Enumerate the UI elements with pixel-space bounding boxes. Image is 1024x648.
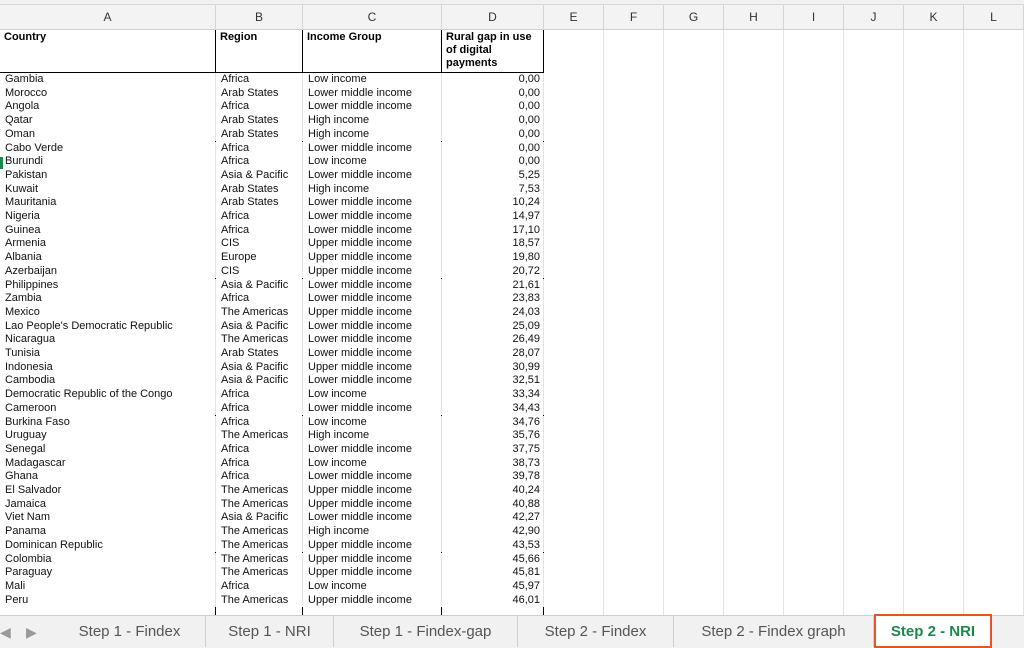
column-header-d[interactable]: D [442,5,544,29]
cell-country[interactable]: El Salvador [0,484,216,498]
cell-region[interactable]: The Americas [216,333,303,347]
cell-income[interactable]: Lower middle income [303,210,442,224]
column-header-b[interactable]: B [216,5,303,29]
cell-gap[interactable]: 19,80 [442,251,544,265]
column-header-c[interactable]: C [303,5,442,29]
table-row [0,155,1024,169]
cell-income[interactable]: High income [303,525,442,539]
table-row [0,580,1024,594]
table-row [0,498,1024,512]
cell-gap[interactable]: 43,53 [442,539,544,553]
cell-country[interactable]: Angola [0,100,216,114]
table-row [0,553,1024,567]
cell-income[interactable]: Lower middle income [303,443,442,457]
cell-gap[interactable]: 20,72 [442,265,544,279]
cell-income[interactable]: High income [303,429,442,443]
cell-gap[interactable]: 18,57 [442,237,544,251]
cell-gap[interactable]: 38,73 [442,457,544,471]
cell-country[interactable]: Ghana [0,470,216,484]
cell-region[interactable]: Africa [216,388,303,402]
cell-income[interactable]: Lower middle income [303,333,442,347]
cell-gap[interactable]: 30,99 [442,361,544,375]
cell-gap[interactable]: 17,10 [442,224,544,238]
prev-sheet-icon[interactable]: ◀ [0,624,11,640]
table-row [0,73,1024,87]
cell-country[interactable]: Panama [0,525,216,539]
cell-country[interactable]: Nicaragua [0,333,216,347]
cell-region[interactable]: Arab States [216,87,303,101]
cell-income[interactable]: Lower middle income [303,292,442,306]
table-row [0,457,1024,471]
cell-region[interactable]: Africa [216,142,303,156]
cell-gap[interactable]: 14,97 [442,210,544,224]
cell-gap[interactable]: 45,66 [442,553,544,567]
cell-country[interactable]: Democratic Republic of the Congo [0,388,216,402]
cell-country[interactable]: Senegal [0,443,216,457]
cell-region[interactable]: Africa [216,402,303,416]
cell-country[interactable]: Gambia [0,73,216,87]
cell-region[interactable]: Arab States [216,128,303,142]
cell-country[interactable]: Mauritania [0,196,216,210]
cell-region[interactable]: The Americas [216,566,303,580]
table-row [0,594,1024,608]
sheet-tab-step-1-nri[interactable]: Step 1 - NRI [206,616,334,647]
table-row [0,361,1024,375]
sheet-tab-step-1-findex[interactable]: Step 1 - Findex [54,616,206,647]
cell-region[interactable]: The Americas [216,553,303,567]
cell-gap[interactable]: 0,00 [442,155,544,169]
table-row [0,251,1024,265]
cell-income[interactable]: High income [303,114,442,128]
cell-gap[interactable]: 46,01 [442,594,544,608]
cell-gap[interactable]: 7,53 [442,183,544,197]
cell-region[interactable]: Arab States [216,196,303,210]
cell-country[interactable]: Uruguay [0,429,216,443]
column-header-e[interactable]: E [544,5,604,29]
cell-income[interactable]: Low income [303,73,442,87]
table-row [0,292,1024,306]
cell-income[interactable]: Lower middle income [303,142,442,156]
cell-income[interactable]: Lower middle income [303,87,442,101]
cell-income[interactable]: Lower middle income [303,196,442,210]
header-income-group[interactable]: Income Group [303,30,442,73]
cell-income[interactable]: Lower middle income [303,169,442,183]
cell-gap[interactable]: 0,00 [442,73,544,87]
cell-region[interactable]: Africa [216,155,303,169]
cell-country[interactable]: Mexico [0,306,216,320]
cell-region[interactable]: Arab States [216,347,303,361]
cell-income[interactable]: Upper middle income [303,539,442,553]
cell-gap[interactable]: 26,49 [442,333,544,347]
cell-gap[interactable]: 34,76 [442,416,544,430]
column-header-j[interactable]: J [844,5,904,29]
cell-gap[interactable]: 42,90 [442,525,544,539]
cell-gap[interactable]: 33,34 [442,388,544,402]
column-header-bar [0,5,1024,30]
cell-gap[interactable]: 0,00 [442,100,544,114]
cell-country[interactable]: Burundi [0,155,216,169]
cell-gap[interactable]: 23,83 [442,292,544,306]
cell-income[interactable]: Low income [303,155,442,169]
cell-gap[interactable]: 25,09 [442,320,544,334]
column-header-k[interactable]: K [904,5,964,29]
cell-region[interactable]: The Americas [216,594,303,608]
cell-region[interactable]: Asia & Pacific [216,374,303,388]
cell-region[interactable]: The Americas [216,525,303,539]
cell-region[interactable]: Africa [216,210,303,224]
table-row [0,511,1024,525]
column-header-h[interactable]: H [724,5,784,29]
cell-income[interactable]: Low income [303,457,442,471]
table-row [0,566,1024,580]
cell-country[interactable]: Pakistan [0,169,216,183]
table-row [0,347,1024,361]
cell-gap[interactable]: 0,00 [442,128,544,142]
table-row [0,142,1024,156]
table-row [0,114,1024,128]
cell-region[interactable]: Europe [216,251,303,265]
cell-income[interactable]: Upper middle income [303,553,442,567]
cell-income[interactable]: Lower middle income [303,100,442,114]
column-header-i[interactable]: I [784,5,844,29]
cell-income[interactable]: Upper middle income [303,251,442,265]
cell-region[interactable]: Africa [216,443,303,457]
cell-gap[interactable]: 42,27 [442,511,544,525]
cell-country[interactable]: Nigeria [0,210,216,224]
cell-region[interactable]: Africa [216,580,303,594]
cell-income[interactable]: Lower middle income [303,374,442,388]
cell-country[interactable]: Guinea [0,224,216,238]
cell-gap[interactable]: 45,97 [442,580,544,594]
cell-region[interactable]: CIS [216,237,303,251]
cell-gap[interactable]: 32,51 [442,374,544,388]
cell-income[interactable]: Upper middle income [303,265,442,279]
cell-region[interactable]: The Americas [216,306,303,320]
cell-income[interactable]: Upper middle income [303,237,442,251]
cell-income[interactable]: Lower middle income [303,470,442,484]
table-row [0,196,1024,210]
cell-income[interactable]: High income [303,128,442,142]
cell-country[interactable]: Qatar [0,114,216,128]
table-row [0,100,1024,114]
table-row [0,416,1024,430]
cell-income[interactable]: Upper middle income [303,484,442,498]
cell-income[interactable]: Low income [303,416,442,430]
cell-gap[interactable]: 21,61 [442,279,544,293]
table-row [0,128,1024,142]
table-row [0,443,1024,457]
cell-income[interactable]: Low income [303,580,442,594]
cell-income[interactable]: Upper middle income [303,306,442,320]
cell-country[interactable]: Albania [0,251,216,265]
table-row [0,237,1024,251]
cell-country[interactable]: Cambodia [0,374,216,388]
table-row [0,306,1024,320]
cell-gap[interactable]: 45,81 [442,566,544,580]
header-country[interactable]: Country [0,30,216,73]
cell-income[interactable]: Low income [303,388,442,402]
cell-country[interactable]: Viet Nam [0,511,216,525]
table-row [0,183,1024,197]
cell-country[interactable]: Oman [0,128,216,142]
cell-country[interactable]: Cameroon [0,402,216,416]
cell-region[interactable]: Asia & Pacific [216,279,303,293]
cell-country[interactable]: Tunisia [0,347,216,361]
header-region[interactable]: Region [216,30,303,73]
cell-country[interactable]: Armenia [0,237,216,251]
table-row [0,265,1024,279]
sheet-tab-step-2-findex-graph[interactable]: Step 2 - Findex graph [674,616,874,647]
table-row [0,402,1024,416]
cell-income[interactable]: Lower middle income [303,347,442,361]
table-row [0,539,1024,553]
cell-country[interactable]: Mali [0,580,216,594]
cell-income[interactable]: Lower middle income [303,511,442,525]
cell-gap[interactable]: 5,25 [442,169,544,183]
cell-region[interactable]: Africa [216,224,303,238]
table-row [0,169,1024,183]
table-row [0,374,1024,388]
cell-region[interactable]: Africa [216,73,303,87]
table-row [0,484,1024,498]
cell-country[interactable]: Philippines [0,279,216,293]
cell-region[interactable]: Asia & Pacific [216,361,303,375]
cell-region[interactable]: Africa [216,470,303,484]
cell-region[interactable]: The Americas [216,429,303,443]
cell-income[interactable]: High income [303,183,442,197]
cell-income[interactable]: Upper middle income [303,498,442,512]
table-row [0,388,1024,402]
table-row [0,525,1024,539]
cell-region[interactable]: The Americas [216,484,303,498]
next-sheet-icon[interactable]: ▶ [26,624,37,640]
cell-gap[interactable]: 28,07 [442,347,544,361]
cell-income[interactable]: Lower middle income [303,279,442,293]
cell-region[interactable]: Africa [216,100,303,114]
cell-gap[interactable]: 40,24 [442,484,544,498]
cell-region[interactable]: The Americas [216,498,303,512]
cell-country[interactable]: Morocco [0,87,216,101]
cell-country[interactable]: Burkina Faso [0,416,216,430]
table-row [0,470,1024,484]
cell-gap[interactable]: 24,03 [442,306,544,320]
cell-country[interactable]: Jamaica [0,498,216,512]
cell-income[interactable]: Upper middle income [303,361,442,375]
spreadsheet-grid[interactable] [0,30,1024,615]
cell-gap[interactable]: 0,00 [442,87,544,101]
cell-region[interactable]: Africa [216,416,303,430]
cell-region[interactable]: Africa [216,457,303,471]
cell-country[interactable]: Peru [0,594,216,608]
cell-country[interactable]: Indonesia [0,361,216,375]
table-row [0,87,1024,101]
cell-gap[interactable]: 34,43 [442,402,544,416]
cell-region[interactable]: Asia & Pacific [216,320,303,334]
column-header-a[interactable]: A [0,5,216,29]
table-row [0,224,1024,238]
cell-income[interactable]: Upper middle income [303,594,442,608]
cell-country[interactable]: Azerbaijan [0,265,216,279]
cell-region[interactable]: Asia & Pacific [216,169,303,183]
cell-region[interactable]: Africa [216,292,303,306]
cell-country[interactable]: Kuwait [0,183,216,197]
column-header-f[interactable]: F [604,5,664,29]
row-cursor-marker [0,157,3,169]
cell-gap[interactable]: 0,00 [442,114,544,128]
cell-region[interactable]: Arab States [216,183,303,197]
cell-gap[interactable]: 37,75 [442,443,544,457]
cell-country[interactable]: Paraguay [0,566,216,580]
cell-country[interactable]: Colombia [0,553,216,567]
cell-region[interactable]: Asia & Pacific [216,511,303,525]
table-row [0,429,1024,443]
column-header-g[interactable]: G [664,5,724,29]
cell-region[interactable]: The Americas [216,539,303,553]
table-row [0,279,1024,293]
cell-gap[interactable]: 40,88 [442,498,544,512]
column-header-l[interactable]: L [964,5,1024,29]
header-rural-gap[interactable]: Rural gap in use of digital payments [442,30,544,73]
sheet-tab-step-2-findex[interactable]: Step 2 - Findex [518,616,674,647]
cell-income[interactable]: Lower middle income [303,224,442,238]
sheet-tab-step-2-nri[interactable]: Step 2 - NRI [874,614,992,648]
cell-country[interactable]: Zambia [0,292,216,306]
cell-country[interactable]: Dominican Republic [0,539,216,553]
cell-income[interactable]: Upper middle income [303,566,442,580]
cell-country[interactable]: Lao People's Democratic Republic [0,320,216,334]
cell-income[interactable]: Lower middle income [303,402,442,416]
sheet-tab-bar [0,615,1024,648]
cell-country[interactable]: Madagascar [0,457,216,471]
cell-gap[interactable]: 35,76 [442,429,544,443]
table-row [0,333,1024,347]
cell-gap[interactable]: 10,24 [442,196,544,210]
cell-gap[interactable]: 0,00 [442,142,544,156]
cell-country[interactable]: Cabo Verde [0,142,216,156]
sheet-tab-step-1-findex-gap[interactable]: Step 1 - Findex-gap [334,616,518,647]
table-row [0,320,1024,334]
table-row [0,210,1024,224]
cell-region[interactable]: CIS [216,265,303,279]
cell-region[interactable]: Arab States [216,114,303,128]
cell-gap[interactable]: 39,78 [442,470,544,484]
cell-income[interactable]: Lower middle income [303,320,442,334]
